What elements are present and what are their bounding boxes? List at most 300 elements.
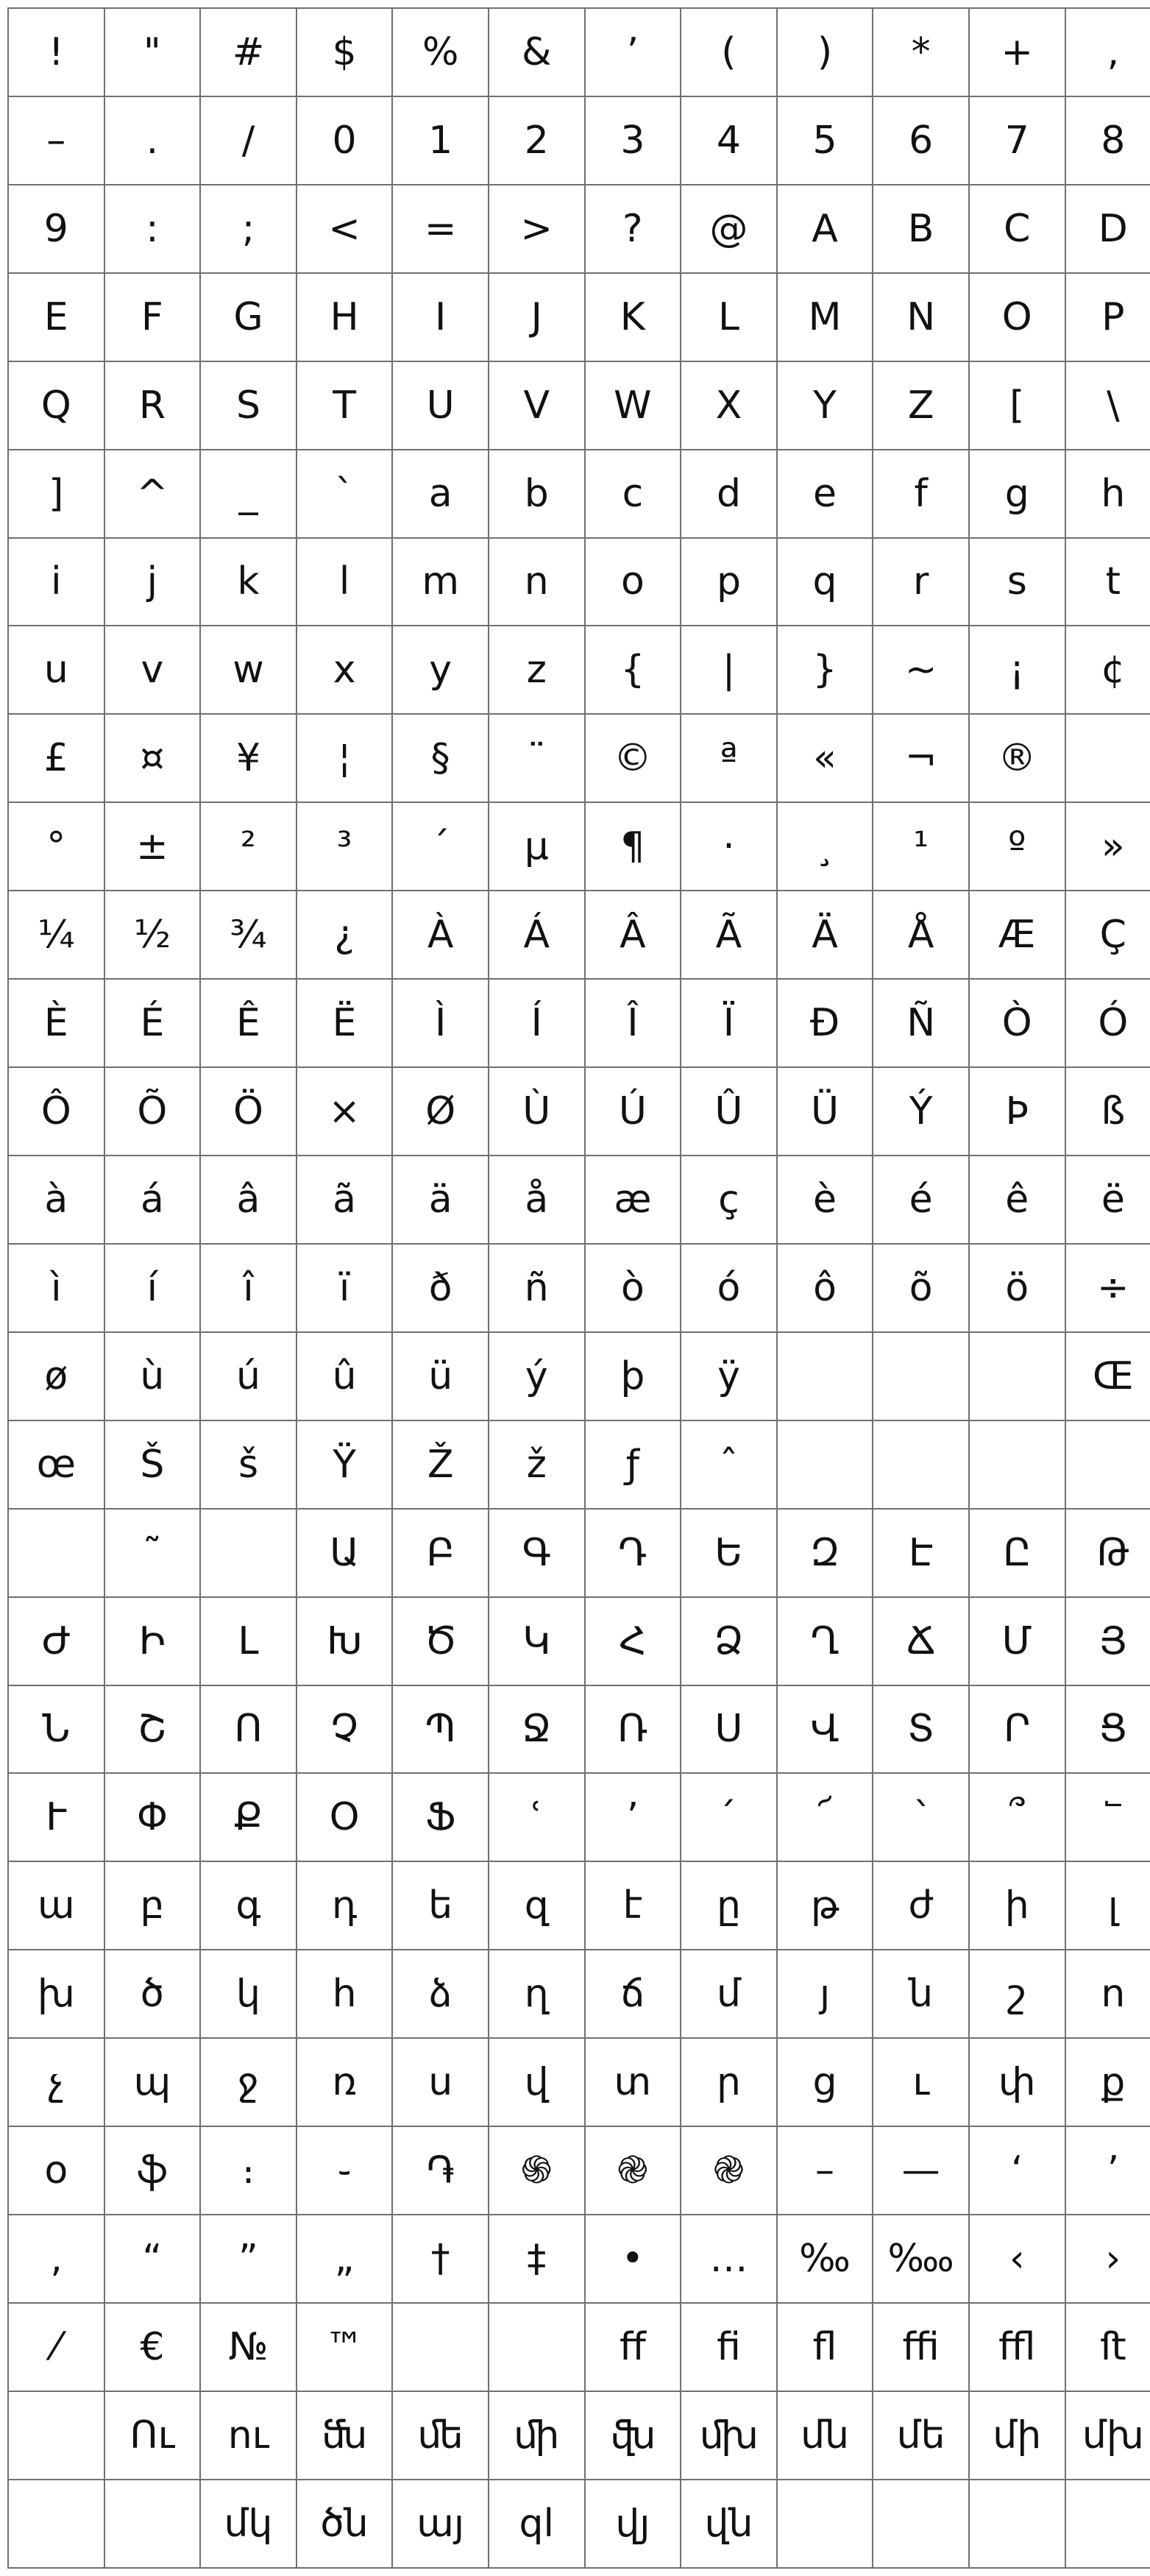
glyph-cell: ռ [297,2038,393,2126]
grid-row [8,1950,1150,2038]
glyph-cell: թ [777,1861,873,1950]
glyph-cell: Ž [392,1420,489,1509]
glyph-cell: ² [200,802,297,891]
glyph-cell: 6 [873,96,969,185]
glyph-cell: p [681,538,777,626]
glyph-cell: Ä [777,891,873,979]
glyph-cell: դ [297,1861,393,1950]
glyph-cell: ô [777,1244,873,1332]
glyph-cell: ë [1065,1156,1150,1244]
glyph-cell: I [392,273,489,361]
glyph-cell: ը [681,1861,777,1950]
glyph-cell: Խ [297,1597,393,1685]
glyph-cell: ¸ [777,802,873,891]
glyph-cell: ± [104,802,201,891]
glyph-cell: \ [1065,361,1150,450]
glyph-cell: ֏ [392,2126,489,2215]
glyph-cell: ç [681,1156,777,1244]
glyph-cell: ï [297,1244,393,1332]
grid-row [8,1509,1150,1597]
glyph-cell: ÷ [1065,1244,1150,1332]
glyph-cell: ։ [200,2126,297,2215]
glyph-cell: æ [585,1156,681,1244]
glyph-cell: ¬ [873,714,969,802]
glyph-cell: ʼ [585,8,681,96]
glyph-cell: ﬄ [969,2303,1065,2391]
glyph-cell: € [104,2303,201,2391]
glyph-cell: Կ [489,1597,585,1685]
glyph-cell: 5 [777,96,873,185]
glyph-cell: չ [8,2038,104,2126]
grid-row [8,2215,1150,2303]
glyph-cell: [ [969,361,1065,450]
glyph-cell: Š [104,1420,201,1509]
glyph-cell: ’ [1065,2126,1150,2215]
glyph-cell: Í [489,979,585,1067]
glyph-cell: $ [297,8,393,96]
glyph-cell: 2 [489,96,585,185]
glyph-cell: ; [200,185,297,273]
glyph-cell: Þ [969,1067,1065,1156]
glyph-cell: ³ [297,802,393,891]
glyph-cell: ¶ [585,802,681,891]
glyph-cell: — [873,2126,969,2215]
glyph-cell: r [873,538,969,626]
glyph-cell: ՜ [777,1773,873,1861]
glyph-cell: ÿ [681,1332,777,1420]
glyph-cell: ¿ [297,891,393,979]
glyph-cell: մխ [1065,2391,1150,2480]
glyph-cell: _ [200,450,297,538]
glyph-cell: ՙ [489,1773,585,1861]
grid-row [8,2480,1150,2568]
glyph-cell: ú [200,1332,297,1420]
glyph-cell: t [1065,538,1150,626]
glyph-cell: հ [297,1950,393,2038]
glyph-cell: ã [297,1156,393,1244]
glyph-cell: Ÿ [297,1420,393,1509]
glyph-cell: ﬅ [1065,2303,1150,2391]
glyph-cell: ó [681,1244,777,1332]
glyph-cell: յ [777,1950,873,2038]
glyph-cell: Ý [873,1067,969,1156]
glyph-cell: Թ [1065,1509,1150,1597]
glyph-cell: w [200,626,297,714]
glyph-cell: 4 [681,96,777,185]
glyph-cell: ` [297,450,393,538]
glyph-cell: ñ [489,1244,585,1332]
glyph-cell: Օ [297,1773,393,1861]
glyph-cell: ծ [104,1950,201,2038]
glyph-cell: Ü [777,1067,873,1156]
glyph-cell: õ [873,1244,969,1332]
glyph-cell: մկ [200,2480,297,2568]
glyph-cell: է [585,1861,681,1950]
empty-glyph-cell [1065,2480,1150,2568]
glyph-cell: ™ [297,2303,393,2391]
glyph-cell: ½ [104,891,201,979]
glyph-cell: ö [969,1244,1065,1332]
empty-glyph-cell [969,1420,1065,1509]
glyph-cell: Y [777,361,873,450]
glyph-cell: é [873,1156,969,1244]
glyph-cell: ‰ [777,2215,873,2303]
glyph-cell: Ս [681,1685,777,1774]
glyph-cell: d [681,450,777,538]
glyph-cell: Ն [8,1685,104,1774]
glyph-cell: N [873,273,969,361]
glyph-cell: ջ [200,2038,297,2126]
glyph-cell: շ [969,1950,1065,2038]
glyph-cell: . [104,96,201,185]
glyph-cell: ì [8,1244,104,1332]
glyph-cell: ժ [873,1861,969,1950]
glyph-cell: Ì [392,979,489,1067]
glyph-cell: P [1065,273,1150,361]
glyph-cell: 7 [969,96,1065,185]
glyph-cell: ս [392,2038,489,2126]
glyph-cell: ֎ [585,2126,681,2215]
glyph-cell: ‘ [969,2126,1065,2215]
glyph-cell: Ֆ [392,1773,489,1861]
glyph-cell: Լ [200,1597,297,1685]
grid-row [8,1420,1150,1509]
glyph-cell: ձ [392,1950,489,2038]
glyph-cell: Հ [585,1597,681,1685]
grid-row [8,273,1150,361]
glyph-cell: ե [392,1861,489,1950]
glyph-cell: g [969,450,1065,538]
glyph-cell: ՛ [681,1773,777,1861]
glyph-cell: ⁄ [8,2303,104,2391]
glyph-cell: m [392,538,489,626]
glyph-cell: # [200,8,297,96]
glyph-cell: § [392,714,489,802]
glyph-cell: ¥ [200,714,297,802]
glyph-cell: Մ [969,1597,1065,1685]
glyph-cell: ! [8,8,104,96]
glyph-cell: L [681,273,777,361]
glyph-cell: Î [585,979,681,1067]
glyph-cell: Է [873,1509,969,1597]
glyph-cell: î [200,1244,297,1332]
grid-row [8,626,1150,714]
glyph-cell: ^ [104,450,201,538]
glyph-cell: ի [969,1861,1065,1950]
glyph-cell: T [297,361,393,450]
empty-glyph-cell [777,1420,873,1509]
glyph-cell: ä [392,1156,489,1244]
glyph-cell: h [1065,450,1150,538]
glyph-cell: K [585,273,681,361]
glyph-cell: ð [392,1244,489,1332]
glyph-cell: ý [489,1332,585,1420]
glyph-cell: Ö [200,1067,297,1156]
glyph-cell: պ [104,2038,201,2126]
glyph-cell: Գ [489,1509,585,1597]
glyph-cell: " [104,8,201,96]
glyph-cell: Ê [200,979,297,1067]
grid-row [8,1156,1150,1244]
glyph-cell: f [873,450,969,538]
glyph-cell: ﬂ [777,2303,873,2391]
glyph-cell: ¦ [297,714,393,802]
glyph-cell: ն [873,1950,969,2038]
glyph-cell: A [777,185,873,273]
glyph-cell: Չ [297,1685,393,1774]
glyph-cell: â [200,1156,297,1244]
empty-glyph-cell [8,1509,104,1597]
glyph-cell: Ã [681,891,777,979]
glyph-cell: 3 [585,96,681,185]
glyph-cell: ՝ [873,1773,969,1861]
glyph-cell: լ [1065,1861,1150,1950]
glyph-cell: ﬗ [681,2391,777,2480]
glyph-cell: u [8,626,104,714]
glyph-cell: ‱ [873,2215,969,2303]
grid-row [8,1685,1150,1774]
empty-glyph-cell [873,2480,969,2568]
glyph-cell: ´ [392,802,489,891]
glyph-cell: × [297,1067,393,1156]
glyph-cell: Ց [1065,1685,1150,1774]
empty-glyph-cell [873,1420,969,1509]
glyph-cell: a [392,450,489,538]
glyph-cell: Å [873,891,969,979]
glyph-cell: վյ [585,2480,681,2568]
glyph-cell: = [392,185,489,273]
glyph-cell: այ [392,2480,489,2568]
grid-row [8,714,1150,802]
glyph-cell: Ú [585,1067,681,1156]
glyph-cell: № [200,2303,297,2391]
glyph-cell: * [873,8,969,96]
empty-glyph-cell [969,2480,1065,2568]
grid-row [8,802,1150,891]
glyph-cell: å [489,1156,585,1244]
empty-glyph-cell [104,2480,201,2568]
glyph-cell: ø [8,1332,104,1420]
glyph-cell: v [104,626,201,714]
glyph-cell: ճ [585,1950,681,2038]
glyph-cell: k [200,538,297,626]
glyph-cell: ֍ [489,2126,585,2215]
glyph-cell: Ð [777,979,873,1067]
glyph-cell: ¢ [1065,626,1150,714]
glyph-cell: Ը [969,1509,1065,1597]
glyph-cell: մե [873,2391,969,2480]
glyph-cell: Բ [392,1509,489,1597]
grid-row [8,979,1150,1067]
glyph-cell: խ [8,1950,104,2038]
glyph-cell: { [585,626,681,714]
glyph-cell: à [8,1156,104,1244]
glyph-cell: ց [777,2038,873,2126]
glyph-cell: | [681,626,777,714]
glyph-cell: Փ [104,1773,201,1861]
glyph-cell: Ç [1065,891,1150,979]
glyph-cell: ql [489,2480,585,2568]
glyph-cell: º [969,802,1065,891]
glyph-cell: û [297,1332,393,1420]
glyph-cell: þ [585,1332,681,1420]
glyph-cell: % [392,8,489,96]
empty-glyph-cell [200,1509,297,1597]
glyph-cell: Á [489,891,585,979]
glyph-cell: b [489,450,585,538]
glyph-cell: F [104,273,201,361]
glyph-cell: ր [681,2038,777,2126]
glyph-cell: É [104,979,201,1067]
glyph-cell: 1 [392,96,489,185]
glyph-cell: ՞ [969,1773,1065,1861]
glyph-cell: ˜ [104,1509,201,1597]
glyph-cell: c [585,450,681,538]
glyph-cell: Ե [681,1509,777,1597]
glyph-cell: ﬖ [585,2391,681,2480]
glyph-cell: X [681,361,777,450]
glyph-cell: H [297,273,393,361]
glyph-cell: š [200,1420,297,1509]
grid-row [8,1244,1150,1332]
glyph-cell: զ [489,1861,585,1950]
glyph-cell: ¼ [8,891,104,979]
empty-glyph-cell [969,1332,1065,1420]
glyph-cell: Ջ [489,1685,585,1774]
glyph-cell: ﬕ [489,2391,585,2480]
glyph-cell: s [969,538,1065,626]
glyph-cell: } [777,626,873,714]
grid-row [8,361,1150,450]
glyph-cell: ՟ [1065,1773,1150,1861]
glyph-cell: x [297,626,393,714]
glyph-cell: բ [104,1861,201,1950]
glyph-cell: À [392,891,489,979]
glyph-cell: ~ [873,626,969,714]
glyph-cell: – [777,2126,873,2215]
glyph-cell: ‡ [489,2215,585,2303]
glyph-cell: W [585,361,681,450]
glyph-cell: կ [200,1950,297,2038]
glyph-cell: փ [969,2038,1065,2126]
glyph-cell: Ձ [681,1597,777,1685]
glyph-cell: ա [8,1861,104,1950]
glyph-cell: ո [1065,1950,1150,2038]
glyph-cell: Ւ [8,1773,104,1861]
glyph-cell: Œ [1065,1332,1150,1420]
grid-body [8,8,1150,2568]
glyph-cell: J [489,273,585,361]
glyph-cell: Յ [1065,1597,1150,1685]
glyph-cell: z [489,626,585,714]
glyph-cell: 0 [297,96,393,185]
empty-glyph-cell [8,2480,104,2568]
glyph-cell: > [489,185,585,273]
glyph-cell: q [777,538,873,626]
glyph-cell: © [585,714,681,802]
glyph-cell: Ó [1065,979,1150,1067]
glyph-cell: ﬃ [873,2303,969,2391]
glyph-cell: Ï [681,979,777,1067]
glyph-cell: Ñ [873,979,969,1067]
glyph-cell: È [8,979,104,1067]
glyph-cell: Q [8,361,104,450]
glyph-cell: , [1065,8,1150,96]
glyph-cell: ¡ [969,626,1065,714]
glyph-cell: գ [200,1861,297,1950]
glyph-cell: i [8,538,104,626]
glyph-cell: Ք [200,1773,297,1861]
grid-row [8,1861,1150,1950]
glyph-cell: y [392,626,489,714]
glyph-cell: ﬔ [392,2391,489,2480]
grid-row [8,185,1150,273]
glyph-cell: ê [969,1156,1065,1244]
glyph-cell: ß [1065,1067,1150,1156]
glyph-cell: E [8,273,104,361]
glyph-cell: ” [200,2215,297,2303]
glyph-cell: e [777,450,873,538]
grid-row [8,96,1150,185]
glyph-cell: + [969,8,1065,96]
glyph-cell: @ [681,185,777,273]
grid-row [8,538,1150,626]
empty-glyph-cell [489,2303,585,2391]
grid-row [8,2391,1150,2480]
glyph-cell: Ø [392,1067,489,1156]
glyph-cell: ւ [873,2038,969,2126]
glyph-cell: ° [8,802,104,891]
glyph-cell: R [104,361,201,450]
glyph-cell: Ռ [585,1685,681,1774]
glyph-cell: G [200,273,297,361]
glyph-cell: D [1065,185,1150,273]
grid-row [8,1332,1150,1420]
glyph-cell: ( [681,8,777,96]
glyph-cell: n [489,538,585,626]
glyph-cell: վն [681,2480,777,2568]
glyph-cell: մ [681,1950,777,2038]
glyph-cell: ծն [297,2480,393,2568]
glyph-cell: j [104,538,201,626]
glyph-cell: Զ [777,1509,873,1597]
grid-row [8,2126,1150,2215]
glyph-cell: £ [8,714,104,802]
grid-row [8,8,1150,96]
glyph-grid [7,7,1150,2569]
glyph-cell: ® [969,714,1065,802]
glyph-cell: Դ [585,1509,681,1597]
glyph-cell: ] [8,450,104,538]
glyph-cell: … [681,2215,777,2303]
glyph-cell: ¾ [200,891,297,979]
glyph-cell: Ë [297,979,393,1067]
glyph-cell: • [585,2215,681,2303]
glyph-cell: è [777,1156,873,1244]
glyph-cell: Ղ [777,1597,873,1685]
glyph-cell: / [200,96,297,185]
glyph-cell: < [297,185,393,273]
glyph-cell: օ [8,2126,104,2215]
empty-glyph-cell [1065,1420,1150,1509]
glyph-cell: ¤ [104,714,201,802]
glyph-cell: † [392,2215,489,2303]
grid-row [8,1597,1150,1685]
glyph-cell: Վ [777,1685,873,1774]
glyph-cell: ª [681,714,777,802]
empty-glyph-cell [777,1332,873,1420]
glyph-cell: ու [200,2391,297,2480]
